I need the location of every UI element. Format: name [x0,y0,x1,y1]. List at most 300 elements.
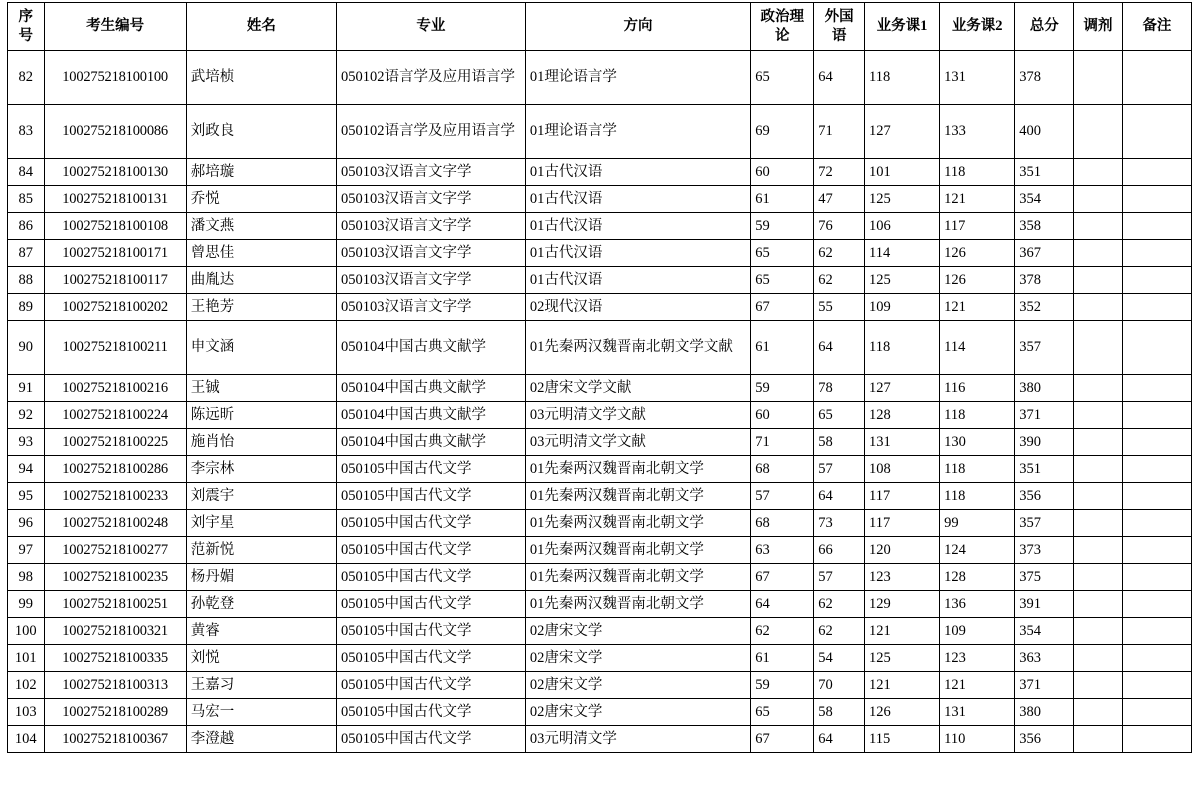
col-header-name: 姓名 [186,3,336,51]
cell-major: 050103汉语言文字学 [336,186,525,213]
cell-exam-number: 100275218100202 [44,294,186,321]
cell-direction: 02现代汉语 [525,294,750,321]
cell-professional-1: 101 [864,159,939,186]
cell-politics: 57 [751,483,814,510]
cell-politics: 59 [751,213,814,240]
cell-professional-1: 114 [864,240,939,267]
cell-direction: 02唐宋文学 [525,672,750,699]
cell-professional-1: 131 [864,429,939,456]
cell-foreign-language: 57 [814,456,865,483]
cell-direction: 03元明清文学文献 [525,402,750,429]
cell-total: 373 [1015,537,1074,564]
cell-total: 363 [1015,645,1074,672]
cell-professional-1: 127 [864,375,939,402]
cell-direction: 01古代汉语 [525,159,750,186]
cell-adjustment [1074,186,1123,213]
cell-professional-1: 118 [864,321,939,375]
cell-sequence: 87 [8,240,45,267]
cell-direction: 01古代汉语 [525,267,750,294]
cell-name: 乔悦 [186,186,336,213]
cell-politics: 63 [751,537,814,564]
cell-total: 352 [1015,294,1074,321]
cell-exam-number: 100275218100248 [44,510,186,537]
cell-major: 050105中国古代文学 [336,537,525,564]
table-row [8,321,1192,375]
table-row [8,186,1192,213]
table-row [8,429,1192,456]
col-header-politics: 政治理论 [751,3,814,51]
table-row [8,375,1192,402]
cell-name: 潘文燕 [186,213,336,240]
cell-adjustment [1074,510,1123,537]
cell-foreign-language: 54 [814,645,865,672]
cell-remark [1122,726,1191,753]
cell-remark [1122,51,1191,105]
cell-professional-2: 114 [940,321,1015,375]
cell-adjustment [1074,240,1123,267]
cell-adjustment [1074,483,1123,510]
cell-major: 050105中国古代文学 [336,591,525,618]
cell-remark [1122,429,1191,456]
col-header-adjustment: 调剂 [1074,3,1123,51]
table-row [8,510,1192,537]
cell-politics: 68 [751,510,814,537]
cell-sequence: 96 [8,510,45,537]
cell-remark [1122,510,1191,537]
cell-adjustment [1074,672,1123,699]
col-header-direction: 方向 [525,3,750,51]
cell-foreign-language: 70 [814,672,865,699]
cell-professional-1: 129 [864,591,939,618]
cell-major: 050104中国古典文献学 [336,375,525,402]
cell-professional-1: 108 [864,456,939,483]
cell-major: 050102语言学及应用语言学 [336,105,525,159]
cell-adjustment [1074,645,1123,672]
cell-major: 050105中国古代文学 [336,564,525,591]
cell-direction: 02唐宋文学 [525,699,750,726]
cell-name: 刘政良 [186,105,336,159]
cell-total: 358 [1015,213,1074,240]
cell-major: 050105中国古代文学 [336,456,525,483]
cell-professional-2: 109 [940,618,1015,645]
cell-sequence: 97 [8,537,45,564]
cell-remark [1122,618,1191,645]
cell-foreign-language: 47 [814,186,865,213]
cell-politics: 64 [751,591,814,618]
cell-total: 357 [1015,321,1074,375]
cell-name: 王嘉习 [186,672,336,699]
cell-name: 李宗林 [186,456,336,483]
cell-professional-1: 120 [864,537,939,564]
cell-professional-2: 131 [940,51,1015,105]
cell-remark [1122,699,1191,726]
cell-sequence: 86 [8,213,45,240]
cell-major: 050105中国古代文学 [336,618,525,645]
cell-total: 378 [1015,267,1074,294]
cell-politics: 60 [751,402,814,429]
cell-sequence: 83 [8,105,45,159]
table-row [8,564,1192,591]
cell-name: 范新悦 [186,537,336,564]
table-row [8,240,1192,267]
cell-direction: 01理论语言学 [525,51,750,105]
cell-name: 王铖 [186,375,336,402]
cell-sequence: 91 [8,375,45,402]
cell-foreign-language: 71 [814,105,865,159]
cell-sequence: 95 [8,483,45,510]
header-row [8,3,1192,51]
cell-exam-number: 100275218100367 [44,726,186,753]
cell-adjustment [1074,375,1123,402]
cell-adjustment [1074,51,1123,105]
cell-direction: 01先秦两汉魏晋南北朝文学 [525,510,750,537]
cell-exam-number: 100275218100313 [44,672,186,699]
cell-total: 371 [1015,672,1074,699]
cell-foreign-language: 66 [814,537,865,564]
cell-exam-number: 100275218100224 [44,402,186,429]
score-table-page [0,2,1199,803]
cell-direction: 02唐宋文学 [525,645,750,672]
col-header-exam-number: 考生编号 [44,3,186,51]
cell-total: 354 [1015,618,1074,645]
cell-professional-2: 118 [940,483,1015,510]
cell-major: 050104中国古典文献学 [336,429,525,456]
cell-politics: 62 [751,618,814,645]
cell-remark [1122,672,1191,699]
cell-name: 郝培璇 [186,159,336,186]
cell-adjustment [1074,267,1123,294]
cell-remark [1122,564,1191,591]
cell-foreign-language: 73 [814,510,865,537]
table-row [8,402,1192,429]
cell-foreign-language: 64 [814,321,865,375]
cell-professional-2: 126 [940,267,1015,294]
cell-exam-number: 100275218100251 [44,591,186,618]
cell-remark [1122,294,1191,321]
cell-professional-1: 123 [864,564,939,591]
cell-politics: 65 [751,699,814,726]
cell-total: 380 [1015,375,1074,402]
cell-name: 马宏一 [186,699,336,726]
cell-name: 孙乾登 [186,591,336,618]
cell-exam-number: 100275218100131 [44,186,186,213]
cell-professional-1: 121 [864,672,939,699]
cell-name: 刘震宇 [186,483,336,510]
cell-professional-1: 117 [864,483,939,510]
cell-foreign-language: 62 [814,618,865,645]
cell-professional-1: 125 [864,645,939,672]
cell-adjustment [1074,294,1123,321]
cell-major: 050105中国古代文学 [336,510,525,537]
cell-adjustment [1074,402,1123,429]
cell-remark [1122,402,1191,429]
cell-total: 357 [1015,510,1074,537]
cell-major: 050105中国古代文学 [336,483,525,510]
cell-major: 050103汉语言文字学 [336,159,525,186]
col-header-professional-1: 业务课1 [864,3,939,51]
cell-professional-1: 117 [864,510,939,537]
table-header [8,3,1192,51]
cell-professional-2: 123 [940,645,1015,672]
cell-name: 杨丹媚 [186,564,336,591]
col-header-foreign-language: 外国语 [814,3,865,51]
cell-foreign-language: 57 [814,564,865,591]
cell-major: 050104中国古典文献学 [336,321,525,375]
cell-foreign-language: 58 [814,429,865,456]
cell-name: 刘宇星 [186,510,336,537]
cell-professional-1: 106 [864,213,939,240]
table-row [8,672,1192,699]
cell-name: 武培桢 [186,51,336,105]
cell-politics: 65 [751,240,814,267]
cell-exam-number: 100275218100225 [44,429,186,456]
cell-professional-1: 115 [864,726,939,753]
cell-exam-number: 100275218100335 [44,645,186,672]
cell-name: 李澄越 [186,726,336,753]
cell-sequence: 99 [8,591,45,618]
cell-exam-number: 100275218100321 [44,618,186,645]
cell-professional-2: 131 [940,699,1015,726]
cell-remark [1122,159,1191,186]
cell-exam-number: 100275218100235 [44,564,186,591]
cell-politics: 61 [751,321,814,375]
cell-professional-2: 136 [940,591,1015,618]
cell-politics: 67 [751,294,814,321]
cell-professional-2: 118 [940,456,1015,483]
cell-direction: 01理论语言学 [525,105,750,159]
cell-foreign-language: 55 [814,294,865,321]
cell-politics: 68 [751,456,814,483]
table-row [8,294,1192,321]
cell-direction: 01先秦两汉魏晋南北朝文学 [525,456,750,483]
cell-name: 曲胤达 [186,267,336,294]
cell-total: 400 [1015,105,1074,159]
col-header-total: 总分 [1015,3,1074,51]
cell-foreign-language: 72 [814,159,865,186]
cell-exam-number: 100275218100108 [44,213,186,240]
cell-politics: 59 [751,672,814,699]
cell-total: 391 [1015,591,1074,618]
col-header-major: 专业 [336,3,525,51]
cell-total: 351 [1015,456,1074,483]
cell-adjustment [1074,699,1123,726]
cell-exam-number: 100275218100286 [44,456,186,483]
col-header-seq: 序号 [8,3,45,51]
cell-exam-number: 100275218100277 [44,537,186,564]
cell-sequence: 82 [8,51,45,105]
cell-name: 王艳芳 [186,294,336,321]
cell-major: 050105中国古代文学 [336,672,525,699]
cell-sequence: 103 [8,699,45,726]
cell-major: 050105中国古代文学 [336,699,525,726]
cell-sequence: 88 [8,267,45,294]
cell-adjustment [1074,105,1123,159]
cell-professional-2: 121 [940,294,1015,321]
cell-sequence: 85 [8,186,45,213]
cell-remark [1122,186,1191,213]
cell-exam-number: 100275218100211 [44,321,186,375]
cell-adjustment [1074,591,1123,618]
cell-remark [1122,321,1191,375]
cell-direction: 01先秦两汉魏晋南北朝文学文献 [525,321,750,375]
cell-professional-1: 128 [864,402,939,429]
table-row [8,159,1192,186]
cell-remark [1122,456,1191,483]
table-row [8,537,1192,564]
cell-professional-1: 125 [864,186,939,213]
cell-major: 050103汉语言文字学 [336,294,525,321]
cell-politics: 71 [751,429,814,456]
cell-adjustment [1074,564,1123,591]
table-row [8,726,1192,753]
cell-major: 050105中国古代文学 [336,726,525,753]
col-header-remark: 备注 [1122,3,1191,51]
cell-exam-number: 100275218100100 [44,51,186,105]
cell-remark [1122,483,1191,510]
cell-professional-2: 118 [940,159,1015,186]
cell-adjustment [1074,429,1123,456]
cell-politics: 67 [751,726,814,753]
cell-exam-number: 100275218100130 [44,159,186,186]
cell-sequence: 104 [8,726,45,753]
cell-professional-2: 121 [940,186,1015,213]
cell-professional-2: 128 [940,564,1015,591]
cell-total: 371 [1015,402,1074,429]
cell-adjustment [1074,321,1123,375]
cell-professional-1: 125 [864,267,939,294]
cell-direction: 01古代汉语 [525,240,750,267]
cell-professional-2: 121 [940,672,1015,699]
cell-remark [1122,375,1191,402]
cell-adjustment [1074,159,1123,186]
cell-sequence: 92 [8,402,45,429]
cell-sequence: 94 [8,456,45,483]
table-row [8,267,1192,294]
cell-professional-1: 121 [864,618,939,645]
table-row [8,618,1192,645]
cell-total: 378 [1015,51,1074,105]
cell-total: 390 [1015,429,1074,456]
cell-total: 375 [1015,564,1074,591]
table-body [8,51,1192,753]
col-header-professional-2: 业务课2 [940,3,1015,51]
cell-professional-1: 127 [864,105,939,159]
cell-sequence: 100 [8,618,45,645]
cell-direction: 01先秦两汉魏晋南北朝文学 [525,537,750,564]
cell-sequence: 84 [8,159,45,186]
cell-name: 陈远昕 [186,402,336,429]
cell-major: 050103汉语言文字学 [336,267,525,294]
cell-politics: 61 [751,186,814,213]
cell-remark [1122,645,1191,672]
cell-sequence: 93 [8,429,45,456]
cell-name: 刘悦 [186,645,336,672]
cell-name: 黄睿 [186,618,336,645]
cell-adjustment [1074,537,1123,564]
cell-foreign-language: 76 [814,213,865,240]
cell-remark [1122,537,1191,564]
cell-total: 356 [1015,483,1074,510]
admission-score-table [7,2,1192,753]
cell-exam-number: 100275218100216 [44,375,186,402]
cell-total: 356 [1015,726,1074,753]
cell-exam-number: 100275218100171 [44,240,186,267]
cell-politics: 65 [751,51,814,105]
cell-remark [1122,591,1191,618]
cell-direction: 03元明清文学 [525,726,750,753]
cell-major: 050102语言学及应用语言学 [336,51,525,105]
cell-politics: 69 [751,105,814,159]
cell-adjustment [1074,213,1123,240]
cell-direction: 01先秦两汉魏晋南北朝文学 [525,564,750,591]
table-row [8,645,1192,672]
cell-remark [1122,213,1191,240]
cell-professional-1: 126 [864,699,939,726]
cell-foreign-language: 64 [814,726,865,753]
cell-professional-2: 126 [940,240,1015,267]
cell-professional-2: 124 [940,537,1015,564]
cell-exam-number: 100275218100289 [44,699,186,726]
cell-sequence: 90 [8,321,45,375]
cell-foreign-language: 62 [814,591,865,618]
cell-total: 380 [1015,699,1074,726]
cell-name: 施肖怡 [186,429,336,456]
cell-name: 曾思佳 [186,240,336,267]
cell-politics: 61 [751,645,814,672]
cell-foreign-language: 62 [814,240,865,267]
table-row [8,456,1192,483]
cell-remark [1122,105,1191,159]
cell-direction: 02唐宋文学文献 [525,375,750,402]
cell-foreign-language: 78 [814,375,865,402]
cell-professional-2: 133 [940,105,1015,159]
cell-direction: 01先秦两汉魏晋南北朝文学 [525,483,750,510]
table-row [8,51,1192,105]
table-row [8,483,1192,510]
cell-direction: 01古代汉语 [525,213,750,240]
cell-sequence: 98 [8,564,45,591]
table-row [8,213,1192,240]
cell-exam-number: 100275218100117 [44,267,186,294]
cell-foreign-language: 64 [814,483,865,510]
cell-politics: 59 [751,375,814,402]
cell-foreign-language: 64 [814,51,865,105]
cell-professional-2: 130 [940,429,1015,456]
cell-total: 351 [1015,159,1074,186]
cell-sequence: 101 [8,645,45,672]
cell-direction: 01古代汉语 [525,186,750,213]
cell-name: 申文涵 [186,321,336,375]
cell-sequence: 102 [8,672,45,699]
cell-major: 050103汉语言文字学 [336,240,525,267]
cell-professional-2: 117 [940,213,1015,240]
cell-major: 050105中国古代文学 [336,645,525,672]
table-row [8,699,1192,726]
cell-professional-1: 118 [864,51,939,105]
cell-foreign-language: 62 [814,267,865,294]
cell-professional-2: 118 [940,402,1015,429]
cell-professional-2: 110 [940,726,1015,753]
cell-total: 354 [1015,186,1074,213]
cell-professional-1: 109 [864,294,939,321]
cell-politics: 67 [751,564,814,591]
cell-direction: 01先秦两汉魏晋南北朝文学 [525,591,750,618]
cell-exam-number: 100275218100233 [44,483,186,510]
table-row [8,591,1192,618]
cell-adjustment [1074,618,1123,645]
cell-adjustment [1074,456,1123,483]
cell-remark [1122,240,1191,267]
